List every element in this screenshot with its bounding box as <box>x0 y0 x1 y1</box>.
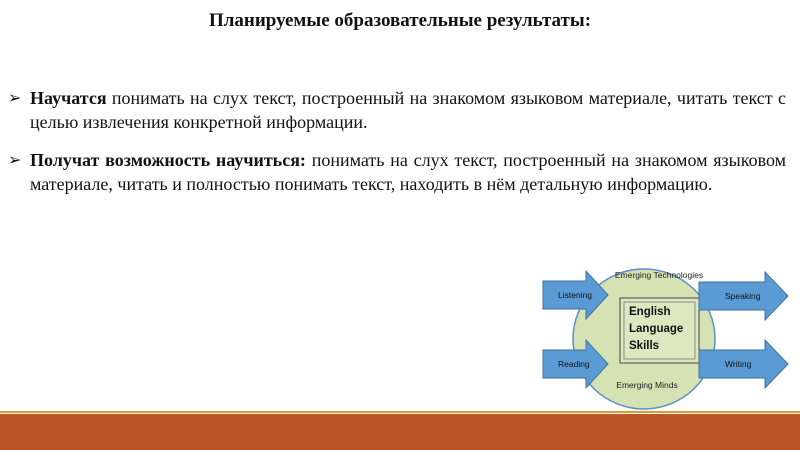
arrowhead-bullet-icon: ➢ <box>8 90 22 107</box>
list-item <box>8 86 786 134</box>
accent-line <box>0 411 800 413</box>
skills-diagram <box>541 262 791 414</box>
bullet-lead: Получат возможность научиться: <box>30 150 306 170</box>
center-line-3: Skills <box>629 340 660 352</box>
bullet-text: понимать на слух текст, построенный на знакомом языковом материале, читать и полностью понимать текст, находить в нём детальную информацию. <box>30 150 786 194</box>
writing-label: Writing <box>725 359 752 369</box>
center-line-2: Language <box>629 323 684 335</box>
speaking-label: Speaking <box>725 291 761 301</box>
bottom-label: Emerging Minds <box>616 380 678 390</box>
top-label: Emerging Technologies <box>614 270 704 280</box>
page-title: Планируемые образовательные результаты: <box>208 10 592 31</box>
listening-label: Listening <box>558 290 593 300</box>
arrowhead-bullet-icon: ➢ <box>8 152 22 169</box>
center-line-1: English <box>629 306 671 318</box>
reading-label: Reading <box>558 359 590 369</box>
bullet-lead: Научатся <box>30 88 107 108</box>
bullet-text: понимать на слух текст, построенный на знакомом языковом материале, читать текст с целью извлечения конкретной информации. <box>30 88 786 132</box>
list-item <box>8 148 786 196</box>
footer-bar <box>0 414 800 450</box>
results-list <box>8 86 786 210</box>
